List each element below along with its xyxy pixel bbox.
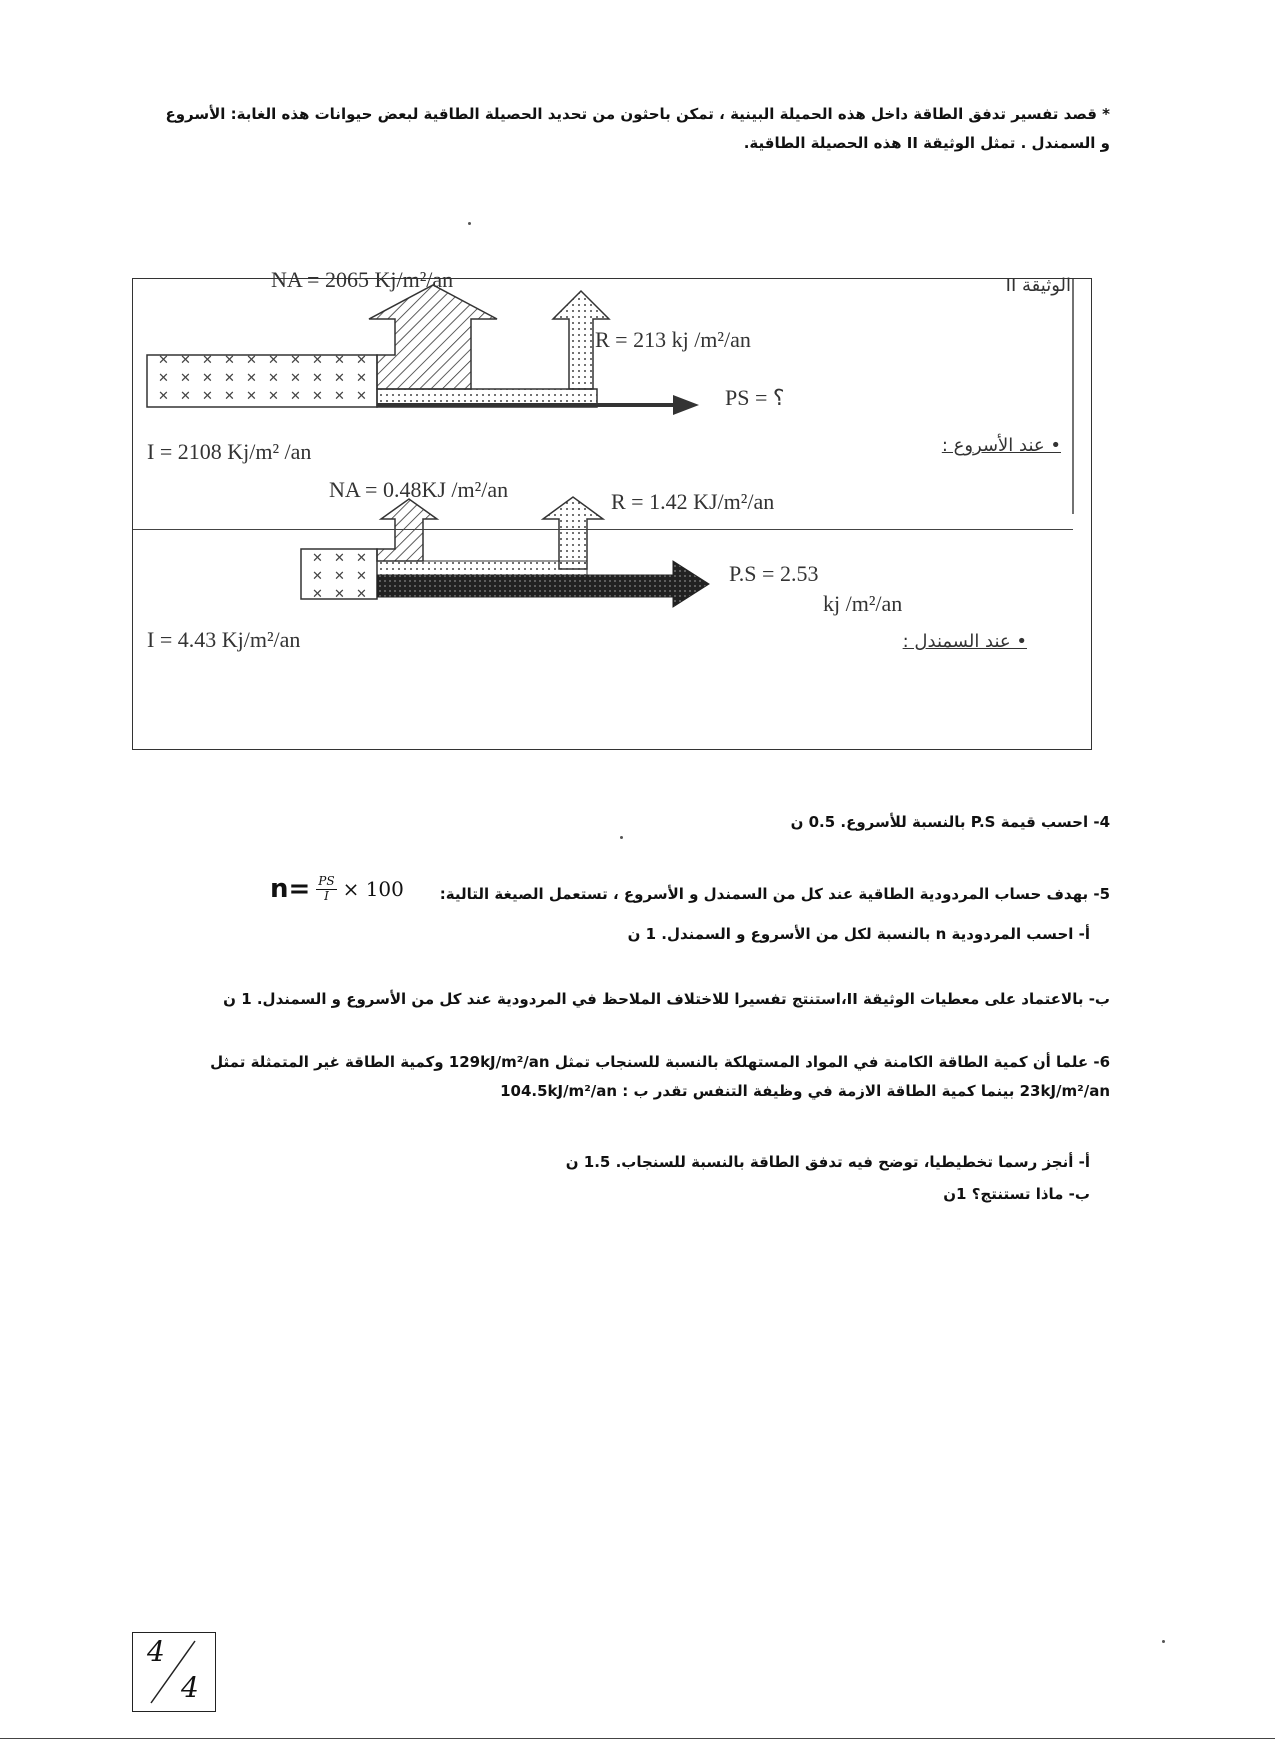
bottom-rule (0, 1738, 1275, 1739)
scan-speck (1162, 1640, 1165, 1643)
question-5a: أ- احسب المردودية n بالنسبة لكل من الأسروع و السمندل. 1 ن (627, 925, 1090, 943)
question-6: 6- علما أن كمية الطاقة الكامنة في المواد المستهلكة بالنسبة للسنجاب تمثل 129kJ/m²/an وكمية الطاقة غير المتمثلة تمثل 23kJ/m²/an بينما كمية الطاقة الازمة في وظيفة التنفس تقدر ب : 104.5kJ/m²/an (210, 1053, 1110, 1100)
caterpillar-ps-label: PS = ؟ (725, 385, 785, 410)
figure-divider (133, 529, 1073, 530)
salamander-ingested-block (301, 549, 377, 599)
salamander-caption: • عند السمندل : (902, 631, 1027, 652)
caterpillar-caption: • عند الأسروع : (941, 435, 1061, 456)
salamander-r-label: R = 1.42 KJ/m²/an (611, 489, 775, 514)
caterpillar-ingested-block (147, 355, 377, 407)
page-number-total: 4 (181, 1671, 199, 1704)
yield-formula (270, 874, 404, 904)
energy-balance-figure (132, 267, 1092, 750)
salamander-r-arrow (543, 497, 603, 569)
salamander-ps-unit: kj /m²/an (823, 591, 903, 616)
caterpillar-r-label: R = 213 kj /m²/an (595, 327, 751, 352)
question-6a: أ- أنجز رسما تخطيطيا، توضح فيه تدفق الطاقة بالنسبة للسنجاب. 1.5 ن (565, 1153, 1090, 1171)
salamander-assimilated-band (377, 561, 587, 575)
question-5: 5- بهدف حساب المردودية الطاقية عند كل من السمندل و الأسروع ، تستعمل الصيغة التالية: (439, 885, 1110, 903)
scan-speck (468, 222, 471, 225)
formula-denominator: I (324, 888, 329, 903)
question-5b: ب- بالاعتماد على معطيات الوثيقة II،استنتج تفسيرا للاختلاف الملاحظ في المردودية عند كل من الأسروع و السمندل. 1 ن (223, 990, 1110, 1008)
formula-lhs: n= (270, 874, 311, 904)
salamander-i-label: I = 4.43 Kj/m²/an (147, 627, 301, 652)
caterpillar-na-arrow (369, 285, 497, 389)
figure-title: الوثيقة II (1005, 275, 1071, 296)
page-number-current: 4 (147, 1635, 165, 1668)
page-number-box (132, 1632, 216, 1712)
page-number-slash (133, 1633, 215, 1711)
salamander-na-label: NA = 0.48KJ /m²/an (329, 477, 509, 502)
caterpillar-na-label: NA = 2065 Kj/m²/an (271, 267, 454, 292)
formula-numerator: PS (318, 874, 335, 889)
caterpillar-i-label: I = 2108 Kj/m² /an (147, 439, 312, 464)
formula-fraction (316, 875, 336, 902)
question-4: 4- احسب قيمة P.S بالنسبة للأسروع. 0.5 ن (790, 813, 1110, 831)
salamander-na-arrow (377, 499, 437, 561)
scan-speck (620, 836, 623, 839)
question-6b: ب- ماذا تستنتج؟ 1ن (943, 1185, 1090, 1203)
formula-rhs: × 100 (342, 877, 404, 901)
salamander-ps-label: P.S = 2.53 (729, 561, 819, 586)
intro-paragraph: * قصد تفسير تدفق الطاقة داخل هذه الحميلة البينية ، تمكن باحثون من تحديد الحصيلة الطاقية لبعض حيوانات هذه الغابة: الأسروع و السمندل . تمثل الوثيقة II هذه الحصيلة الطاقية. (165, 105, 1110, 152)
